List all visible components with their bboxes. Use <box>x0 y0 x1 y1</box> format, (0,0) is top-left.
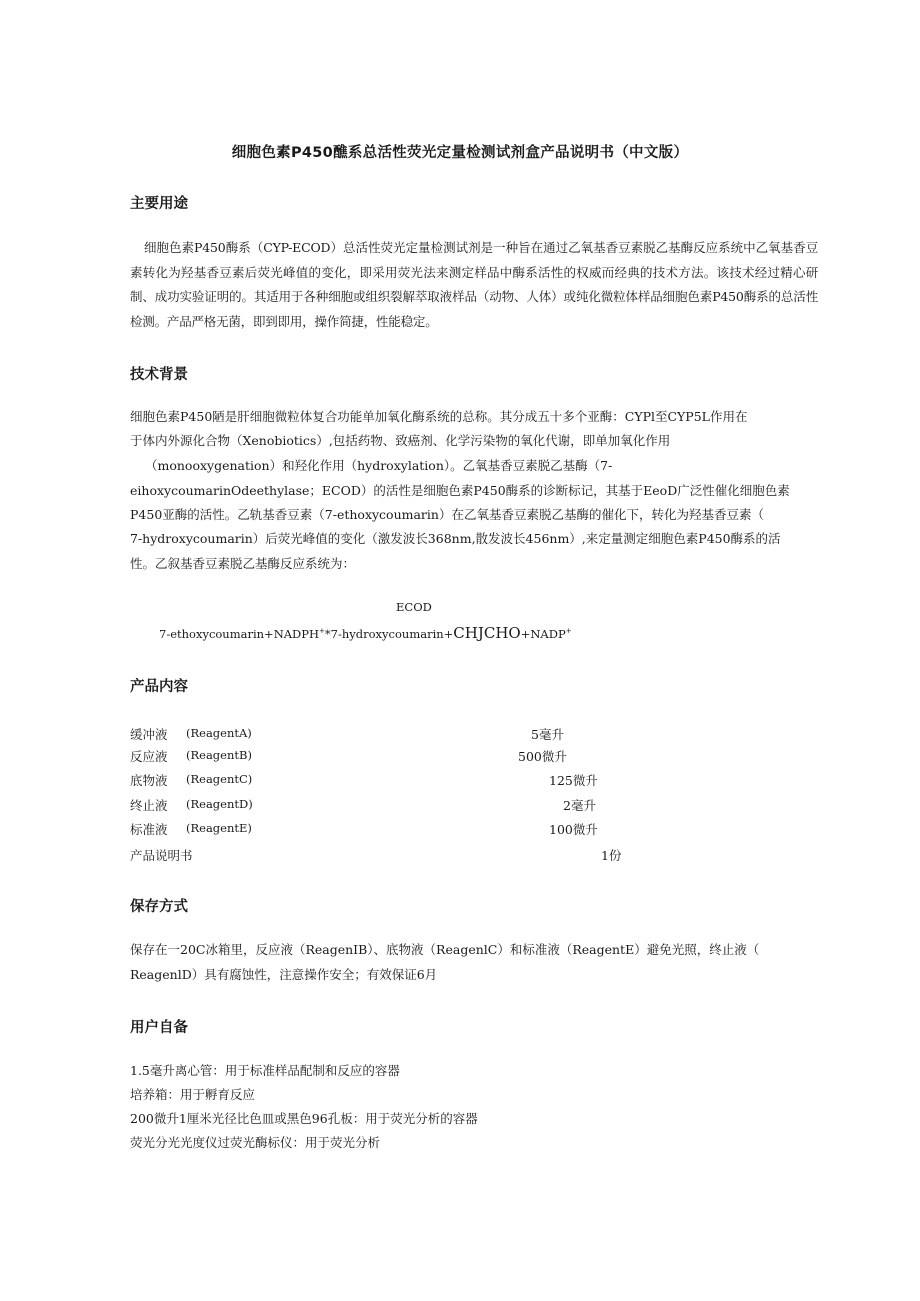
contents-item-qty: 100微升 <box>549 822 598 837</box>
contents-item-code: (ReagentB) <box>186 748 252 762</box>
reaction-byproduct: CHJCHO <box>453 624 521 642</box>
background-line: （monooxygenation）和羟化作用（hydroxylation）。乙氧基香豆素脱乙基酶（7- <box>145 458 613 473</box>
reaction-superscript: + <box>565 627 572 636</box>
usage-heading: 主要用途 <box>130 196 188 212</box>
background-line: 细胞色素P450陋是肝细胞微粒体复合功能单加氧化酶系统的总称。其分成五十多个亚酶：CYPl至CYP5L作用在 <box>130 409 748 424</box>
contents-item-qty: 5毫升 <box>531 727 564 742</box>
contents-item-qty: 500微升 <box>518 749 567 764</box>
reaction-cofactor: +NADP <box>520 627 566 641</box>
contents-item-name: 产品说明书 <box>130 848 193 863</box>
background-line: 性。乙叙基香豆素脱乙基酶反应系统为： <box>130 556 356 571</box>
background-heading: 技术背景 <box>130 367 188 383</box>
background-line: 于体内外源化合物（Xenobiotics）,包括药物、致癌剂、化学污染物的氧化代谢，即单加氧化作用 <box>130 433 671 448</box>
reaction-arrow-product: *7-hydroxycoumarin+ <box>324 627 454 641</box>
storage-line: ReagenlD）具有腐蚀性，注意操作安全；有效保证6月 <box>130 967 438 982</box>
background-line: P450亚酶的活性。乙轨基香豆素（7-ethoxycoumarin）在乙氧基香豆素脱乙基酶的催化下，转化为羟基香豆素（ <box>130 507 764 522</box>
user-supplied-line: 荧光分光光度仪过荧光酶标仪：用于荧光分析 <box>130 1135 381 1150</box>
user-supplied-line: 培养箱：用于孵育反应 <box>130 1087 256 1102</box>
reaction-reactants: 7-ethoxycoumarin+NADPH <box>159 627 320 641</box>
background-line: 7-hydroxycoumarin）后荧光峰值的变化（激发波长368nm,散发波长456nm）,来定量测定细胞色素P450酶系的活 <box>130 531 781 546</box>
contents-item-name: 缓冲液 <box>130 727 168 742</box>
reaction-superscript: + <box>319 627 325 636</box>
storage-heading: 保存方式 <box>130 899 188 915</box>
storage-line: 保存在一20C冰箱里，反应液（ReagenIB）、底物液（ReagenlC）和标准液（ReagentE）避免光照，终止液（ <box>130 942 760 957</box>
contents-item-name: 反应液 <box>130 749 168 764</box>
reaction-enzyme-label: ECOD <box>396 600 432 614</box>
contents-item-code: (ReagentE) <box>186 821 252 835</box>
contents-item-name: 标准液 <box>130 822 168 837</box>
usage-paragraph: 细胞色素P450酶系（CYP-ECOD）总活性荧光定量检测试剂是一种旨在通过乙氧基香豆素脱乙基酶反应系统中乙氧基香豆素转化为羟基香豆素后荧光峰值的变化，即采用荧光法来测定样品中酶系活性的权威而经典的技术方法。该技术经过精心研制、成功实验证明的。其适用于各种细胞或组织裂解萃取液样品（动物、人体）或纯化微粒体样品细胞色素P450酶系的总活性检测。产品严格无菌，即到即用，操作简捷，性能稳定。 <box>130 240 818 330</box>
background-line: eihoxycoumarinOdeethylase；ECOD）的活性是细胞色素P450酶系的诊断标记，其基于EeoD广泛性催化细胞色素 <box>130 483 790 498</box>
contents-item-code: (ReagentC) <box>186 772 253 786</box>
contents-item-name: 底物液 <box>130 773 168 788</box>
contents-item-name: 终止液 <box>130 798 168 813</box>
user-supplied-line: 200微升1厘米光径比色皿或黑色96孔板：用于荧光分析的容器 <box>130 1111 478 1126</box>
contents-item-qty: 2毫升 <box>563 798 596 813</box>
contents-item-code: (ReagentD) <box>186 797 253 811</box>
user-supplied-line: 1.5毫升离心管：用于标准样品配制和反应的容器 <box>130 1063 400 1078</box>
contents-heading: 产品内容 <box>130 679 188 695</box>
reaction-equation <box>159 624 572 642</box>
contents-item-code: (ReagentA) <box>186 726 252 740</box>
contents-item-qty: 125微升 <box>549 773 598 788</box>
user-supplied-heading: 用户自备 <box>130 1020 188 1036</box>
document-title: 细胞色素P450醮系总活性荧光定量检测试剂盒产品说明书（中文版） <box>231 145 689 161</box>
contents-item-qty: 1份 <box>601 848 622 863</box>
